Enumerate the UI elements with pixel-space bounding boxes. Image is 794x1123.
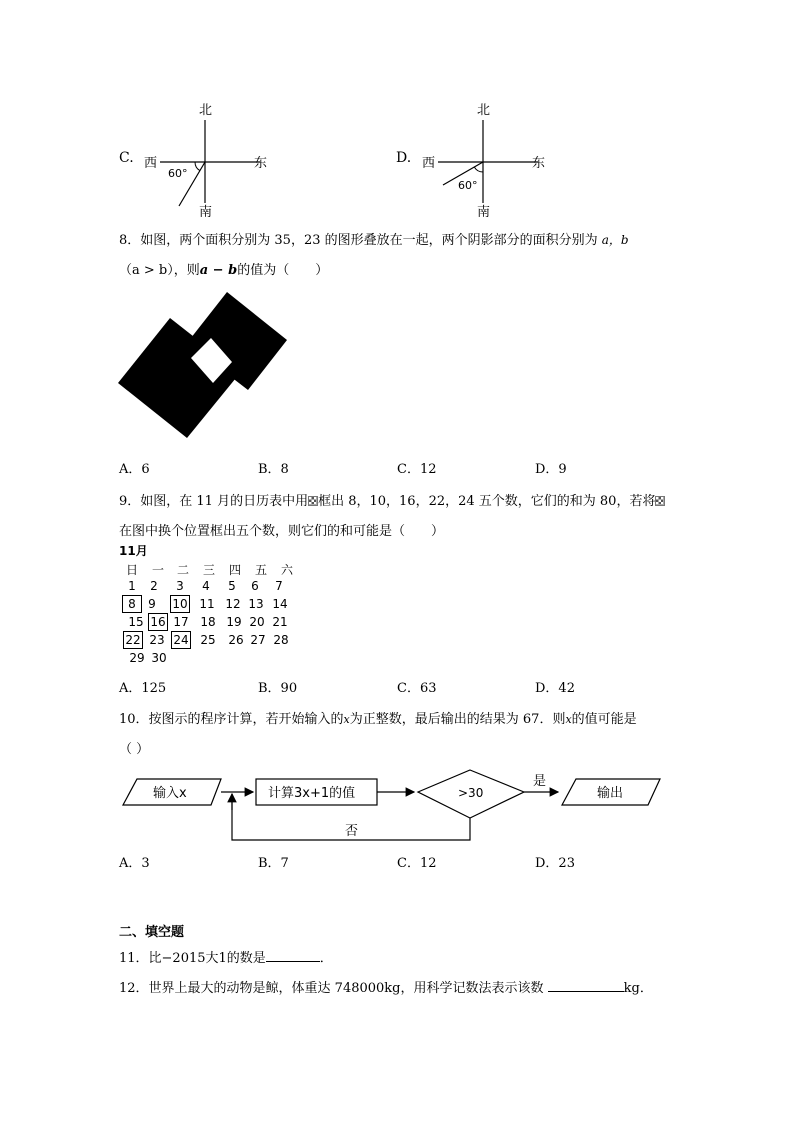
weekday-sun: 日: [125, 563, 138, 577]
q9-option-c: C．63: [397, 681, 437, 696]
calendar-day-boxed: 22: [123, 631, 143, 649]
q8-option-b: B．8: [258, 462, 289, 477]
calendar-day: 13: [248, 597, 264, 611]
option-c-label: C.: [119, 150, 134, 166]
west-label: 西: [144, 156, 158, 171]
grid-frame-icon: [655, 496, 665, 506]
calendar-day: 15: [128, 615, 144, 629]
weekday-mon: 一: [151, 563, 164, 577]
q8-line-2: （a > b），则a − b的值为（ ）: [119, 263, 329, 278]
flow-compute-label: 计算3x+1的值: [268, 786, 356, 801]
calendar-day: 20: [249, 615, 265, 629]
calendar-day: 23: [149, 633, 165, 647]
weekday-fri: 五: [254, 563, 267, 577]
calendar-day: 2: [150, 579, 158, 593]
compass-diagram-d: [418, 95, 558, 220]
q10-option-c: C．12: [397, 856, 437, 871]
weekday-wed: 三: [202, 563, 215, 577]
calendar-day-boxed: 10: [170, 595, 190, 613]
grid-frame-icon: [308, 496, 318, 506]
calendar-day: 25: [200, 633, 216, 647]
calendar-day: 3: [176, 579, 184, 593]
calendar-day: 6: [251, 579, 259, 593]
calendar-day: 30: [151, 651, 167, 665]
calendar-day: 1: [128, 579, 136, 593]
calendar-day: 18: [200, 615, 216, 629]
calendar-day: 17: [173, 615, 189, 629]
angle-label: 60°: [168, 167, 188, 180]
calendar-grid: [120, 561, 300, 666]
q10-line-2: （ ）: [119, 742, 150, 757]
calendar-title: 11月: [119, 544, 148, 558]
calendar-day: 12: [225, 597, 241, 611]
calendar-day-boxed: 24: [171, 631, 191, 649]
flow-output-label: 输出: [597, 786, 624, 801]
overlapping-parallelograms-figure: [115, 288, 300, 443]
calendar-day-boxed: 16: [148, 613, 168, 631]
q10-line-1: 10．按图示的程序计算，若开始输入的x为正整数，最后输出的结果为 67．则x的值可能是: [119, 712, 637, 727]
flow-yes-label: 是: [533, 774, 547, 789]
q8-option-c: C．12: [397, 462, 437, 477]
calendar-day: 4: [202, 579, 210, 593]
south-label: 南: [477, 205, 491, 220]
flow-condition-label: >30: [458, 786, 484, 800]
q9-option-b: B．90: [258, 681, 298, 696]
flow-no-label: 否: [345, 824, 359, 839]
q12-text: 12．世界上最大的动物是鲸，体重达 748000kg，用科学记数法表示该数 kg．: [119, 981, 653, 996]
calendar-day: 28: [273, 633, 289, 647]
section-title: 二、填空题: [119, 925, 185, 940]
option-d-label: D.: [396, 150, 412, 166]
calendar-day: 21: [272, 615, 288, 629]
q9-line-2: 在图中换个位置框出五个数，则它们的和可能是（ ）: [119, 524, 445, 539]
weekday-sat: 六: [280, 563, 293, 577]
calendar-day-boxed: 8: [122, 595, 142, 613]
calendar-day: 7: [275, 579, 283, 593]
q10-option-d: D．23: [535, 856, 575, 871]
calendar-day: 5: [228, 579, 236, 593]
north-label: 北: [199, 103, 213, 118]
calendar-day: 26: [228, 633, 244, 647]
q10-option-a: A．3: [119, 856, 150, 871]
compass-diagram-c: [140, 95, 280, 220]
calendar-day: 29: [129, 651, 145, 665]
q8-option-d: D．9: [535, 462, 567, 477]
east-label: 东: [254, 156, 268, 171]
q8-line-1: 8．如图，两个面积分别为 35，23 的图形叠放在一起，两个阴影部分的面积分别为 a，b: [119, 233, 629, 248]
east-label: 东: [532, 156, 546, 171]
west-label: 西: [422, 156, 436, 171]
north-label: 北: [477, 103, 491, 118]
weekday-tue: 二: [176, 563, 189, 577]
calendar-day: 11: [199, 597, 215, 611]
q12-answer-blank[interactable]: [548, 991, 624, 992]
angle-label: 60°: [458, 179, 478, 192]
q9-option-a: A．125: [119, 681, 167, 696]
q11-answer-blank[interactable]: [266, 961, 320, 962]
program-flowchart: [115, 765, 675, 847]
calendar-day: 27: [250, 633, 266, 647]
calendar-day: 19: [226, 615, 242, 629]
q11-text: 11．比−2015大1的数是 ．: [119, 951, 333, 966]
q8-option-a: A．6: [119, 462, 150, 477]
calendar-day: 14: [272, 597, 288, 611]
q10-option-b: B．7: [258, 856, 289, 871]
south-label: 南: [199, 205, 213, 220]
weekday-thu: 四: [228, 563, 241, 577]
calendar-day: 9: [148, 597, 156, 611]
flow-input-label: 输入x: [153, 786, 187, 801]
q9-option-d: D．42: [535, 681, 575, 696]
q9-line-1: 9．如图，在 11 月的日历表中用 框出 8，10，16，22，24 五个数，它们的和为 80，若将: [119, 490, 665, 509]
